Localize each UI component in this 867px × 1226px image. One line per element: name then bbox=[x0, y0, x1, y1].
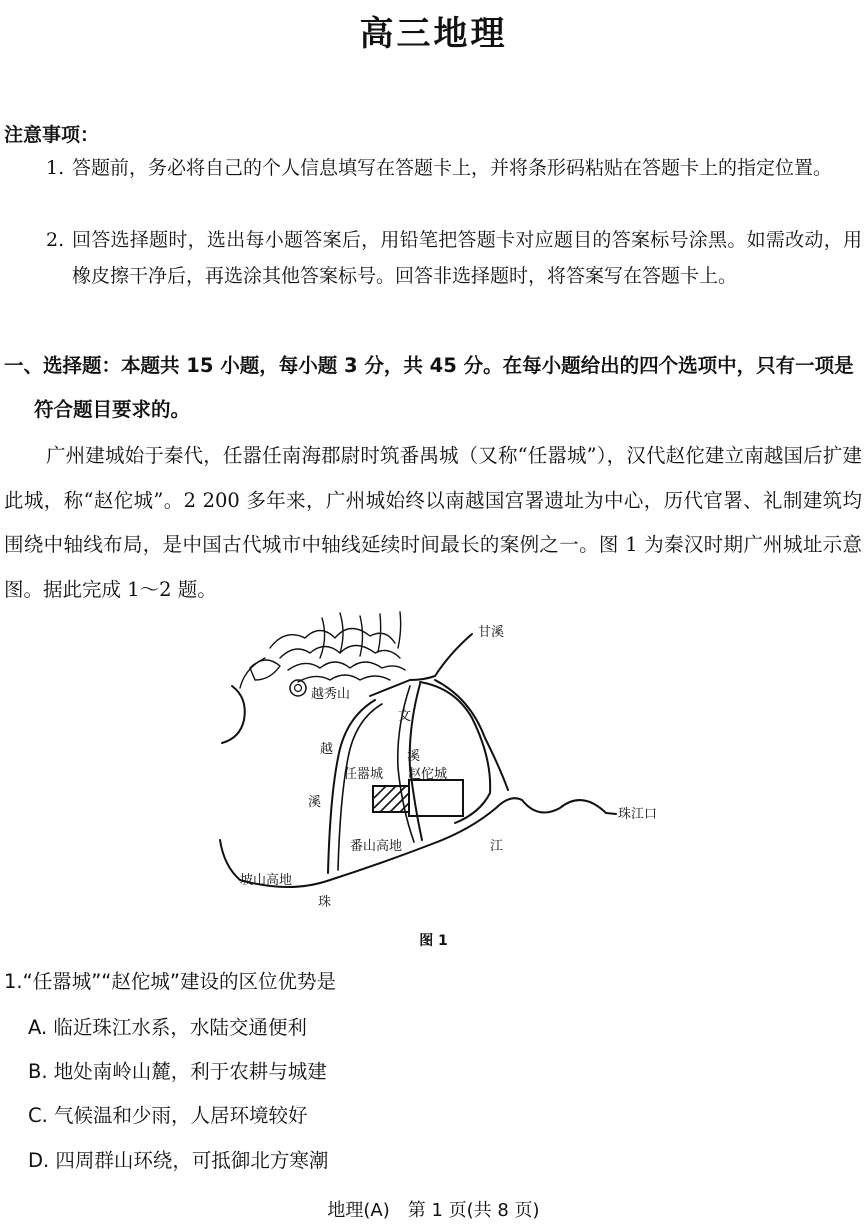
map-label-panshangaodi: 番山高地 bbox=[350, 839, 403, 854]
yuexiu-mountain-hachure bbox=[240, 612, 405, 688]
map-label-poshangaodi: 坡山高地 bbox=[240, 873, 293, 888]
map-label-zhaotuocheng: 赵佗城 bbox=[408, 767, 448, 782]
left-shore-line bbox=[222, 686, 245, 743]
map-label-xi-left: 溪 bbox=[308, 795, 322, 810]
notice-item-text: 回答选择题时，选出每小题答案后，用铅笔把答题卡对应题目的答案标号涂黑。如需改动，用橡皮擦干净后，再选涂其他答案标号。回答非选择题时，将答案写在答题卡上。 bbox=[72, 229, 862, 287]
option-d: D. 四周群山环绕，可抵御北方寒潮 bbox=[28, 1149, 329, 1172]
reading-passage: 广州建城始于秦代，任嚣任南海郡尉时筑番禺城（又称“任嚣城”），汉代赵佗建立南越国后扩建此城，称“赵佗城”。2 200 多年来，广州城始终以南越国宫署遗址为中心，历代官署、礼制建筑均围绕中轴线布局，是中国古代城市中轴线延续时间最长的案例之一。图 1 为秦汉时期广州城址示意图。据此完成 1～2 题。 bbox=[4, 444, 862, 601]
map-label-wen: 文 bbox=[398, 709, 412, 724]
notice-item-1 bbox=[46, 150, 862, 186]
notice-heading: 注意事项： bbox=[4, 124, 100, 146]
map-label-zhu: 珠 bbox=[318, 895, 332, 910]
figure-caption: 图 1 bbox=[419, 933, 448, 949]
notice-item-number: 1. bbox=[46, 157, 65, 179]
map-label-renxiaocheng: 任嚣城 bbox=[344, 767, 384, 782]
page-title: 高三地理 bbox=[359, 14, 508, 54]
page-footer: 地理(A) 第 1 页(共 8 页) bbox=[327, 1200, 540, 1221]
question-stem: 1.“任嚣城”“赵佗城”建设的区位优势是 bbox=[4, 970, 337, 993]
renxiao-city-hatch bbox=[374, 786, 409, 812]
map-label-ganxi: 甘溪 bbox=[478, 625, 505, 640]
notice-item-text: 答题前，务必将自己的个人信息填写在答题卡上，并将条形码粘贴在答题卡上的指定位置。 bbox=[72, 157, 833, 179]
notice-item-2 bbox=[46, 222, 862, 294]
section-heading-line-2: 符合题目要求的。 bbox=[34, 398, 191, 421]
option-a: A. 临近珠江水系，水陆交通便利 bbox=[28, 1016, 307, 1039]
option-b: B. 地处南岭山麓，利于农耕与城建 bbox=[28, 1060, 327, 1083]
map-label-yue: 越 bbox=[320, 742, 334, 757]
section-heading-line-1: 一、选择题：本题共 15 小题，每小题 3 分，共 45 分。在每小题给出的四个选项中，只有一项是 bbox=[4, 354, 854, 377]
east-stream bbox=[420, 682, 490, 823]
map-label-jiang: 江 bbox=[490, 839, 504, 854]
notice-item-number: 2. bbox=[46, 229, 65, 251]
guangzhou-city-site-map bbox=[210, 608, 680, 918]
map-label-yuexiushan: 越秀山 bbox=[311, 687, 351, 702]
ganxi-stream bbox=[410, 634, 472, 680]
option-c: C. 气候温和少雨，人居环境较好 bbox=[28, 1104, 308, 1127]
map-label-xi-right: 溪 bbox=[407, 749, 421, 764]
map-label-zhujiangkou: 珠江口 bbox=[618, 807, 658, 822]
section-heading bbox=[4, 344, 862, 432]
river-mouth-line bbox=[606, 813, 616, 814]
